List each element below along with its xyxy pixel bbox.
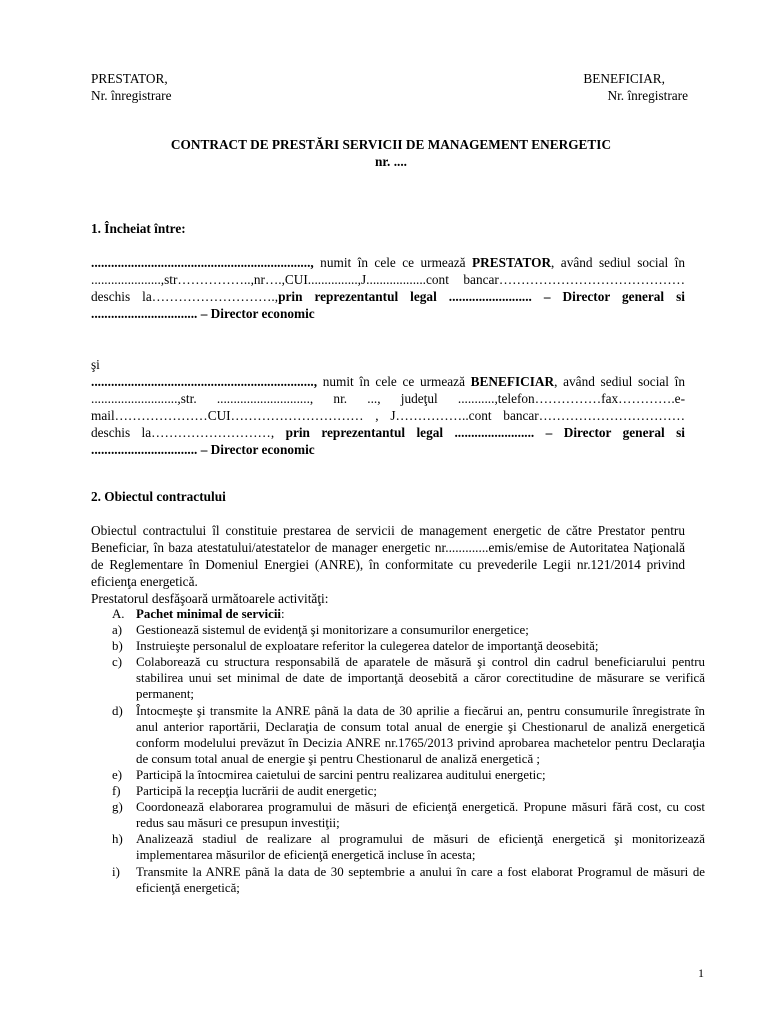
activities-intro: Prestatorul desfăşoară următoarele activităţi:: [91, 591, 329, 606]
beneficiar-dots: ...................................................................,: [91, 374, 318, 389]
item-label: b): [112, 639, 123, 654]
item-text: Analizează stadiul de realizare al programului de măsuri de eficienţă energetică şi monitorizează implementarea măsurilor de eficienţă energetică incluse în acesta;: [136, 832, 705, 863]
section2-heading: 2. Obiectul contractului: [91, 489, 226, 504]
services-list: [91, 606, 705, 896]
beneficiar-label: BENEFICIAR,: [583, 71, 665, 86]
item-text: Întocmeşte şi transmite la ANRE până la data de 30 aprilie a fiecărui an, pentru consumurile înregistrate în anul anterior raportării, Declaraţia de consum total anual de energie şi Chestionarul de analiză energetică conform modelului prevăzut în Decizia ANRE nr.1765/2013 privind aprobarea machetelor pentru Declaraţia de consum total anual de energie şi pentru Chestionarul de analiză energetică ;: [136, 703, 705, 766]
package-label: A.: [112, 607, 125, 621]
item-label: c): [112, 655, 123, 670]
contract-title: [91, 136, 691, 170]
beneficiar-reg-number: Nr. înregistrare: [607, 88, 688, 103]
package-heading: [91, 606, 705, 622]
object-text: Obiectul contractului îl constituie prestarea de servicii de management energetic de către Prestator pentru Beneficiar, în baza atestatului/atestatelor de manager energetic nr.............emis/emise de Autoritatea Naţională de Reglementare în Domeniul Energiei (ANRE), în conformitate cu prevederile Legii nr.121/2014 privind eficienţa energetică.: [91, 523, 685, 589]
list-item: [91, 831, 705, 863]
page-number: 1: [698, 966, 704, 980]
list-item: [91, 622, 705, 638]
item-text: Participă la întocmirea caietului de sarcini pentru realizarea auditului energetic;: [136, 767, 546, 782]
item-text: Transmite la ANRE până la data de 30 septembrie a anului în care a fost elaborat Programul de măsuri de eficienţă energetică;: [136, 864, 705, 895]
prestator-representative: prin reprezentantul legal ......................... – Director general si ................................ – Director economic: [91, 289, 686, 321]
item-text: Participă la recepţia lucrării de audit energetic;: [136, 784, 377, 799]
item-text: Colaborează cu structura responsabilă de aparatele de măsură şi control din cadrul beneficiarului pentru stabilirea unui set minimal de date de importanţă deosebită a căror corectitudine de măsurare se verifică permanent;: [136, 655, 705, 702]
list-item: [91, 767, 705, 783]
prestator-reg-number: Nr. înregistrare: [91, 88, 172, 103]
package-title: Pachet minimal de servicii: [136, 607, 281, 621]
prestator-text1: numit în cele ce urmează: [313, 255, 472, 270]
prestator-paragraph: [91, 254, 685, 322]
list-item: [91, 783, 705, 799]
package-colon: :: [281, 607, 285, 621]
beneficiar-representative: prin reprezentantul legal ........................ – Director general si ................................ – Director economic: [91, 425, 686, 457]
and-word: şi: [91, 357, 100, 372]
list-item: [91, 638, 705, 654]
object-paragraph: [91, 522, 685, 607]
item-label: h): [112, 832, 123, 847]
item-label: i): [112, 864, 120, 879]
item-label: d): [112, 703, 123, 718]
list-item: [91, 799, 705, 831]
item-label: e): [112, 767, 123, 782]
beneficiar-paragraph: [91, 356, 685, 458]
prestator-dots: ..................................................................,: [91, 255, 314, 270]
section1-heading: 1. Încheiat între:: [91, 221, 186, 236]
beneficiar-name: BENEFICIAR: [470, 374, 555, 389]
item-text: Instruieşte personalul de exploatare referitor la culegerea datelor de importanţă deosebită;: [136, 639, 599, 654]
beneficiar-text1: numit în cele ce urmează: [317, 374, 471, 389]
list-item: [91, 864, 705, 896]
item-text: Gestionează sistemul de evidenţă şi monitorizare a consumurilor energetice;: [136, 623, 529, 638]
prestator-text2: , având sediul social în .....................,str……………..,nr….,CUI...............,J..................cont bancar……………………………………deschis la……………………….,: [91, 255, 685, 304]
item-text: Coordonează elaborarea programului de măsuri de eficienţă energetică. Propune măsuri fără cost, cu cost redus sau măsuri ce presupun investiţii;: [136, 800, 705, 831]
list-item: [91, 654, 705, 702]
prestator-label: PRESTATOR,: [91, 71, 168, 86]
beneficiar-text2: , având sediul social în ..........................,str. ............................, nr. ..., judeţul ...........,telefon……………fax………….e-mail…………………CUI………………………… , J……………..cont bancar……………………………deschis la………………………,: [91, 374, 685, 440]
title-line1: CONTRACT DE PRESTĂRI SERVICII DE MANAGEMENT ENERGETIC: [170, 137, 612, 152]
prestator-name: PRESTATOR: [471, 255, 552, 270]
prestator-header: [91, 70, 172, 104]
item-label: g): [112, 800, 123, 815]
list-item: [91, 703, 705, 767]
beneficiar-header: [583, 70, 688, 104]
title-line2: nr. ....: [374, 154, 408, 169]
item-label: a): [112, 623, 123, 638]
item-label: f): [112, 784, 121, 799]
